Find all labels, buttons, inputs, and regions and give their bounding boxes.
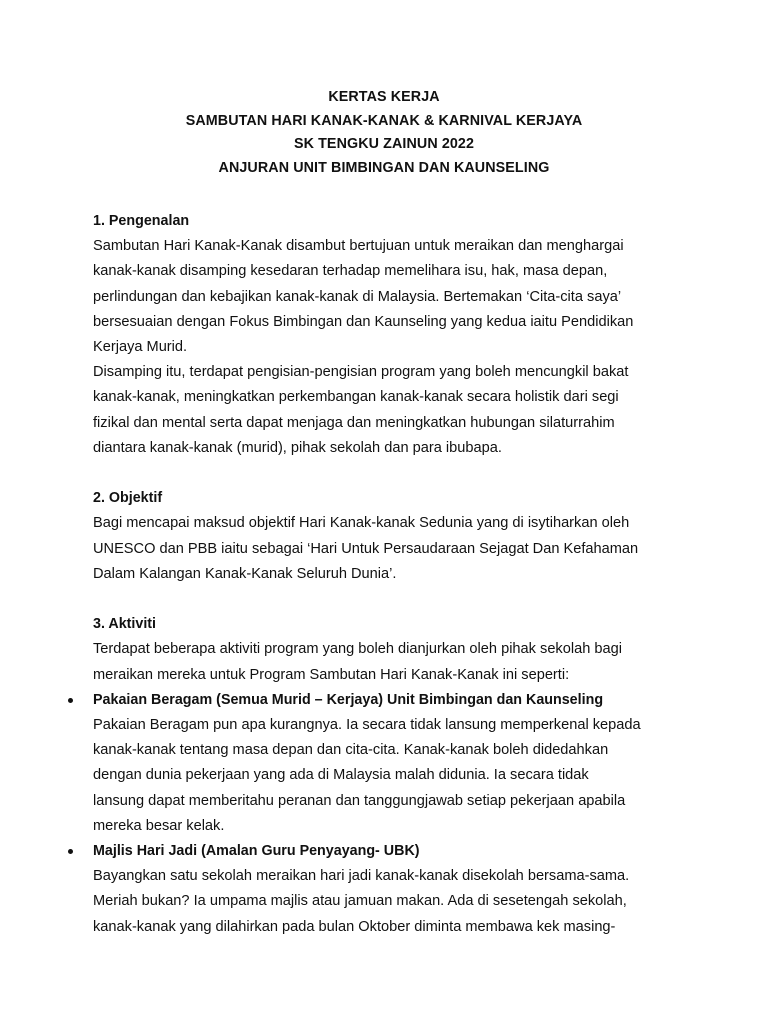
title-line: ANJURAN UNIT BIMBINGAN DAN KAUNSELING — [218, 159, 550, 176]
paragraph-line: kanak-kanak, meningkatkan perkembangan kanak-kanak secara holistik dari segi — [93, 389, 619, 406]
paragraph — [93, 511, 683, 587]
paragraph-line: fizikal dan mental serta dapat menjaga dan meningkatkan hubungan silaturrahim — [93, 414, 615, 431]
paragraph-line: Sambutan Hari Kanak-Kanak disambut bertujuan untuk meraikan dan menghargai — [93, 238, 624, 255]
paragraph-line: Terdapat beberapa aktiviti program yang boleh dianjurkan oleh pihak sekolah bagi — [93, 641, 622, 658]
paragraph-line: UNESCO dan PBB iaitu sebagai ‘Hari Untuk Persaudaraan Sejagat Dan Kefahaman — [93, 540, 639, 557]
paragraph-line: perlindungan dan kebajikan kanak-kanak di Malaysia. Bertemakan ‘Cita-cita saya’ — [93, 288, 622, 305]
paragraph — [93, 864, 683, 940]
list-item-title: Majlis Hari Jadi (Amalan Guru Penyayang- UBK) — [93, 843, 420, 860]
paragraph-line: lansung dapat memberitahu peranan dan tanggungjawab setiap pekerjaan apabila — [93, 792, 626, 809]
paragraph-line: meraikan mereka untuk Program Sambutan Hari Kanak-Kanak ini seperti: — [93, 666, 570, 683]
document-body — [93, 209, 683, 940]
section-heading: 3. Aktiviti — [93, 616, 157, 633]
paragraph-line: bersesuaian dengan Fokus Bimbingan dan Kaunseling yang kedua iaitu Pendidikan — [93, 313, 634, 330]
section-heading: 1. Pengenalan — [93, 213, 190, 229]
bullet-icon — [68, 698, 73, 703]
list-item — [93, 839, 683, 940]
paragraph-line: mereka besar kelak. — [93, 817, 225, 834]
paragraph-line: kanak-kanak disamping kesedaran terhadap memelihara isu, hak, masa depan, — [93, 263, 608, 280]
paragraph — [93, 637, 683, 687]
bullet-icon — [68, 849, 73, 854]
paragraph-line: Meriah bukan? Ia umpama majlis atau jamuan makan. Ada di sesetengah sekolah, — [93, 893, 627, 910]
paragraph-line: Disamping itu, terdapat pengisian-pengisian program yang boleh mencungkil bakat — [93, 364, 629, 381]
paragraph — [93, 713, 683, 839]
list-item-title: Pakaian Beragam (Semua Murid – Kerjaya) Unit Bimbingan dan Kaunseling — [93, 691, 604, 708]
paragraph-line: Bayangkan satu sekolah meraikan hari jadi kanak-kanak disekolah bersama-sama. — [93, 868, 630, 885]
paragraph — [93, 360, 683, 461]
paragraph-line: Pakaian Beragam pun apa kurangnya. Ia secara tidak lansung memperkenal kepada — [93, 717, 641, 734]
document-title-block — [0, 86, 768, 180]
paragraph-spacer — [93, 461, 683, 486]
paragraph-line: dengan dunia pekerjaan yang ada di Malaysia malah didunia. Ia secara tidak — [93, 767, 589, 784]
paragraph-line: kanak-kanak tentang masa depan dan cita-cita. Kanak-kanak boleh didedahkan — [93, 742, 609, 759]
title-line: SK TENGKU ZAINUN 2022 — [293, 136, 475, 152]
paragraph-line: Dalam Kalangan Kanak-Kanak Seluruh Dunia’. — [93, 565, 397, 582]
paragraph-line: Kerjaya Murid. — [93, 339, 188, 356]
paragraph-line: diantara kanak-kanak (murid), pihak sekolah dan para ibubapa. — [93, 439, 502, 456]
title-line: SAMBUTAN HARI KANAK-KANAK & KARNIVAL KERJAYA — [185, 112, 583, 129]
section-heading: 2. Objektif — [93, 490, 163, 507]
title-line: KERTAS KERJA — [328, 89, 440, 105]
paragraph-line: Bagi mencapai maksud objektif Hari Kanak-kanak Sedunia yang di isytiharkan oleh — [93, 515, 630, 532]
paragraph-line: kanak-kanak yang dilahirkan pada bulan Oktober diminta membawa kek masing- — [93, 918, 616, 935]
paragraph — [93, 234, 683, 360]
paragraph-spacer — [93, 587, 683, 612]
list-item — [93, 688, 683, 839]
